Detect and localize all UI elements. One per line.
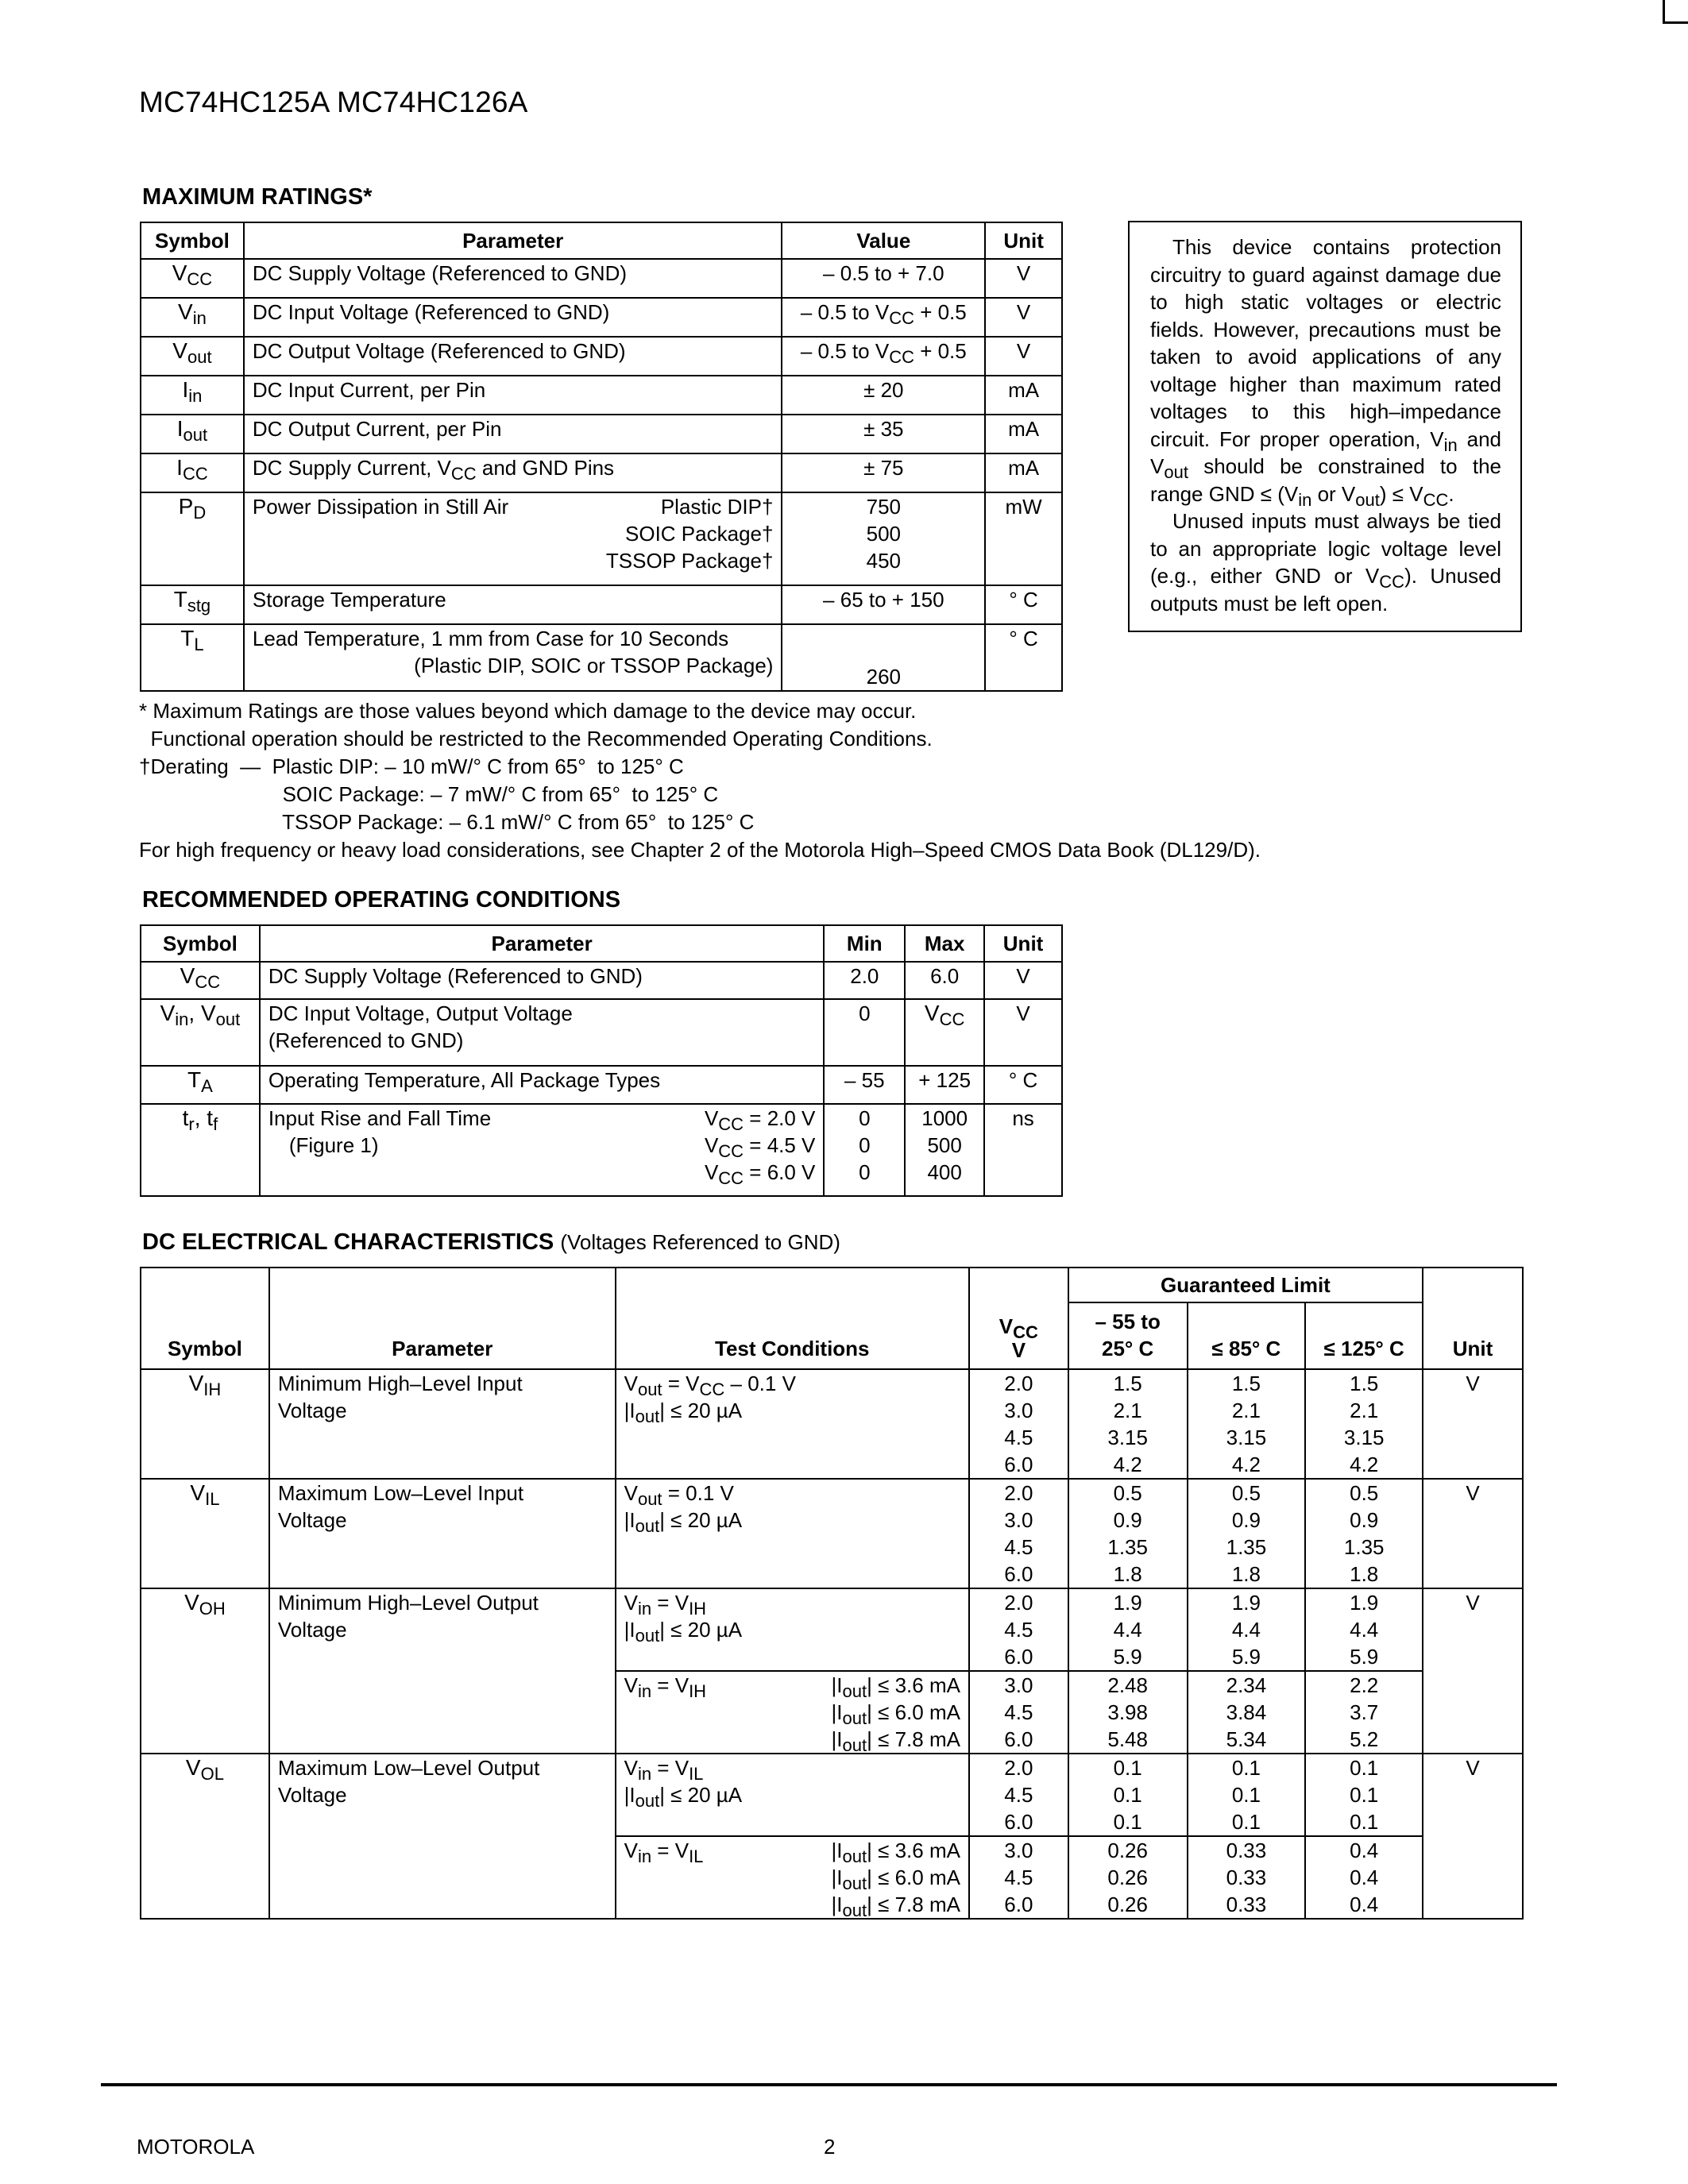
max-ratings-header: Symbol [141,222,244,259]
dc-row [141,1369,1523,1479]
document-title: MC74HC125A MC74HC126A [139,86,528,118]
max-ratings-header: Parameter [244,222,782,259]
unit-cell: ° C [984,1066,1062,1104]
limit-cell: 1.9 4.4 5.9 [1305,1588,1423,1671]
dc-header-symbol: Symbol [141,1268,269,1369]
corner-crop-mark [1663,0,1688,24]
limit-cell: 0.4 0.4 0.4 [1305,1836,1423,1919]
footnote-line: For high frequency or heavy load considerations, see Chapter 2 of the Motorola High–Speed CMOS Data Book (DL129/D). [139,838,1261,862]
parameter-cell: DC Input Current, per Pin [244,376,782,415]
test-condition-cell: $V_{in} = V_{IL}$ $|I_{out}| \le 20$ µA [616,1754,969,1836]
symbol-cell: $I_{CC}$ [141,453,244,492]
limit-cell: 0.5 0.9 1.35 1.8 [1188,1479,1306,1588]
dc-header-unit: Unit [1423,1268,1523,1369]
limit-cell: 1.5 2.1 3.15 4.2 [1305,1369,1423,1479]
value-cell: – 0.5 to + 7.0 [782,259,985,298]
value-cell: 260 [782,624,985,691]
limit-cell: 2.48 3.98 5.48 [1068,1671,1188,1754]
value-cell: 750 500 450 [782,492,985,585]
max-ratings-row [141,415,1062,453]
dc-row [141,1588,1523,1671]
unit-cell: ° C [985,624,1062,691]
unit-cell: V [1423,1479,1523,1588]
max-ratings-header: Value [782,222,985,259]
symbol-cell: $V_{out}$ [141,337,244,376]
symbol-cell: $V_{IH}$ [141,1369,269,1479]
limit-cell: 0.26 0.26 0.26 [1068,1836,1188,1919]
rec-op-header: Parameter [260,925,825,962]
parameter-cell: DC Input Voltage, Output Voltage (Referenced to GND) [260,999,825,1066]
unit-cell: V [985,337,1062,376]
vcc-cell: 2.0 3.0 4.5 6.0 [969,1369,1068,1479]
dc-title: DC ELECTRICAL CHARACTERISTICS (Voltages Referenced to GND) [142,1229,840,1255]
parameter-cell: DC Output Voltage (Referenced to GND) [244,337,782,376]
limit-cell: 0.1 0.1 0.1 [1068,1754,1188,1836]
limit-cell: 1.5 2.1 3.15 4.2 [1188,1369,1306,1479]
symbol-cell: $V_{OH}$ [141,1588,269,1754]
min-cell: – 55 [824,1066,905,1104]
unit-cell: V [984,999,1062,1066]
vcc-cell: 2.0 3.0 4.5 6.0 [969,1479,1068,1588]
unit-cell: mA [985,415,1062,453]
page-number: 2 [824,2135,836,2159]
unit-cell: V [1423,1369,1523,1479]
symbol-cell: $T_L$ [141,624,244,691]
min-cell: 2.0 [824,962,905,999]
symbol-cell: $P_D$ [141,492,244,585]
test-condition-cell: $V_{in} = V_{IL}$ $|I_{out}| \le 3.6$ mA $|I_{out}| \le 6.0$ mA $|I_{out}| \le 7.8$ mA [616,1836,969,1919]
vcc-cell: 2.0 4.5 6.0 [969,1588,1068,1671]
unit-cell: V [1423,1754,1523,1919]
limit-cell: 2.2 3.7 5.2 [1305,1671,1423,1754]
max-ratings-row [141,298,1062,337]
rec-op-header: Symbol [141,925,260,962]
value-cell: – 0.5 to $V_{CC} + 0.5$ [782,298,985,337]
test-condition-cell: $V_{out} = 0.1$ V $|I_{out}| \le 20$ µA [616,1479,969,1588]
symbol-cell: $I_{out}$ [141,415,244,453]
limit-cell: 0.1 0.1 0.1 [1188,1754,1306,1836]
dc-header-test-conditions: Test Conditions [616,1268,969,1369]
dc-header-limit-25c: – 55 to 25° C [1068,1302,1188,1369]
unit-cell: V [984,962,1062,999]
parameter-cell: Lead Temperature, 1 mm from Case for 10 Seconds (Plastic DIP, SOIC or TSSOP Package) [244,624,782,691]
max-ratings-header: Unit [985,222,1062,259]
unit-cell: ° C [985,585,1062,624]
footnote-line: TSSOP Package: – 6.1 mW/° C from 65° to 125° C [139,810,755,834]
max-cell: 6.0 [905,962,984,999]
rec-op-row [141,962,1062,999]
max-ratings-row [141,492,1062,585]
parameter-cell: DC Input Voltage (Referenced to GND) [244,298,782,337]
parameter-cell: Maximum Low–Level Input Voltage [269,1479,616,1588]
symbol-cell: $t_r$, $t_f$ [141,1104,260,1196]
max-ratings-title: MAXIMUM RATINGS* [142,184,373,210]
vcc-cell: 2.0 4.5 6.0 [969,1754,1068,1836]
dc-header-parameter: Parameter [269,1268,616,1369]
max-cell: $V_{CC}$ [905,999,984,1066]
max-ratings-row [141,337,1062,376]
symbol-cell: $V_{OL}$ [141,1754,269,1919]
unit-cell: mA [985,376,1062,415]
rec-op-header: Min [824,925,905,962]
dc-row [141,1754,1523,1836]
parameter-cell: Storage Temperature [244,585,782,624]
min-cell: 0 0 0 [824,1104,905,1196]
value-cell: – 0.5 to $V_{CC} + 0.5$ [782,337,985,376]
max-ratings-row [141,585,1062,624]
symbol-cell: $T_A$ [141,1066,260,1104]
limit-cell: 0.5 0.9 1.35 1.8 [1068,1479,1188,1588]
value-cell: – 65 to + 150 [782,585,985,624]
dc-characteristics-table [140,1267,1524,1920]
parameter-cell: DC Supply Voltage (Referenced to GND) [260,962,825,999]
unit-cell: V [1423,1588,1523,1754]
rec-op-title: RECOMMENDED OPERATING CONDITIONS [142,887,621,913]
unit-cell: mW [985,492,1062,585]
max-ratings-row [141,259,1062,298]
limit-cell: 0.1 0.1 0.1 [1305,1754,1423,1836]
footer-brand: MOTOROLA [137,2135,255,2159]
footnote-line: Functional operation should be restricted to the Recommended Operating Conditions. [139,727,933,751]
unit-cell: mA [985,453,1062,492]
limit-cell: 1.9 4.4 5.9 [1188,1588,1306,1671]
rec-op-row [141,1104,1062,1196]
footnote-line: SOIC Package: – 7 mW/° C from 65° to 125° C [139,782,719,806]
footnotes [139,697,1261,864]
rec-op-header: Unit [984,925,1062,962]
parameter-cell: DC Supply Current, $V_{CC}$ and GND Pins [244,453,782,492]
max-cell: + 125 [905,1066,984,1104]
parameter-cell: Operating Temperature, All Package Types [260,1066,825,1104]
unit-cell: V [985,298,1062,337]
rec-op-row [141,1066,1062,1104]
test-condition-cell: $V_{in} = V_{IH}$ $|I_{out}| \le 3.6$ mA $|I_{out}| \le 6.0$ mA $|I_{out}| \le 7.8$ mA [616,1671,969,1754]
protection-note-box [1128,221,1522,632]
limit-cell: 0.33 0.33 0.33 [1188,1836,1306,1919]
max-ratings-row [141,453,1062,492]
footer-rule [101,2083,1557,2086]
parameter-cell: Input Rise and Fall Time (Figure 1) $V_{CC} = 2.0$ V $V_{CC} = 4.5$ V $V_{CC} = 6.0$ V [260,1104,825,1196]
limit-cell: 1.9 4.4 5.9 [1068,1588,1188,1671]
value-cell: ± 35 [782,415,985,453]
footnote-line: * Maximum Ratings are those values beyond which damage to the device may occur. [139,699,917,723]
symbol-cell: $V_{IL}$ [141,1479,269,1588]
symbol-cell: $V_{in}$ [141,298,244,337]
limit-cell: 2.34 3.84 5.34 [1188,1671,1306,1754]
rec-op-row [141,999,1062,1066]
vcc-cell: 3.0 4.5 6.0 [969,1671,1068,1754]
min-cell: 0 [824,999,905,1066]
parameter-cell: Maximum Low–Level Output Voltage [269,1754,616,1919]
value-cell: ± 20 [782,376,985,415]
parameter-cell: DC Supply Voltage (Referenced to GND) [244,259,782,298]
dc-header-limit-85c: ≤ 85° C [1188,1302,1306,1369]
max-ratings-table [140,222,1063,692]
unit-cell: V [985,259,1062,298]
limit-cell: 0.5 0.9 1.35 1.8 [1305,1479,1423,1588]
rec-op-table [140,924,1063,1197]
test-condition-cell: $V_{in} = V_{IH}$ $|I_{out}| \le 20$ µA [616,1588,969,1671]
note-paragraph-2: Unused inputs must always be tied to an appropriate logic voltage level (e.g., either GND or $V_{CC}$). Unused outputs must be left open. [1150,509,1501,615]
footnote-line: †Derating — Plastic DIP: – 10 mW/° C from 65° to 125° C [139,754,684,778]
dc-header-limit-125c: ≤ 125° C [1305,1302,1423,1369]
symbol-cell: $V_{CC}$ [141,962,260,999]
max-cell: 1000 500 400 [905,1104,984,1196]
parameter-cell: Power Dissipation in Still Air Plastic DIP† SOIC Package† TSSOP Package† [244,492,782,585]
note-paragraph-1: This device contains protection circuitry to guard against damage due to high static voltages or electric fields. However, precautions must be taken to avoid applications of any voltage higher than maximum rated voltages to this high–impedance circuit. For proper operation, $V_{in}$ and $V_{out}$ should be constrained to the range GND ≤ ($V_{in}$ or $V_{out}) \le V_{CC}$. [1150,235,1501,510]
parameter-cell: Minimum High–Level Input Voltage [269,1369,616,1479]
limit-cell: 1.5 2.1 3.15 4.2 [1068,1369,1188,1479]
symbol-cell: $V_{in}$, $V_{out}$ [141,999,260,1066]
max-ratings-row [141,624,1062,691]
symbol-cell: $T_{stg}$ [141,585,244,624]
test-condition-cell: $V_{out} = V_{CC} - 0.1$ V $|I_{out}| \le 20$ µA [616,1369,969,1479]
max-ratings-row [141,376,1062,415]
symbol-cell: $V_{CC}$ [141,259,244,298]
rec-op-header: Max [905,925,984,962]
vcc-cell: 3.0 4.5 6.0 [969,1836,1068,1919]
parameter-cell: DC Output Current, per Pin [244,415,782,453]
unit-cell: ns [984,1104,1062,1196]
dc-header-guaranteed-limit: Guaranteed Limit [1068,1268,1423,1302]
symbol-cell: $I_{in}$ [141,376,244,415]
dc-header-vcc: $V_{CC}$ V [969,1268,1068,1369]
parameter-cell: Minimum High–Level Output Voltage [269,1588,616,1754]
value-cell: ± 75 [782,453,985,492]
dc-row [141,1479,1523,1588]
